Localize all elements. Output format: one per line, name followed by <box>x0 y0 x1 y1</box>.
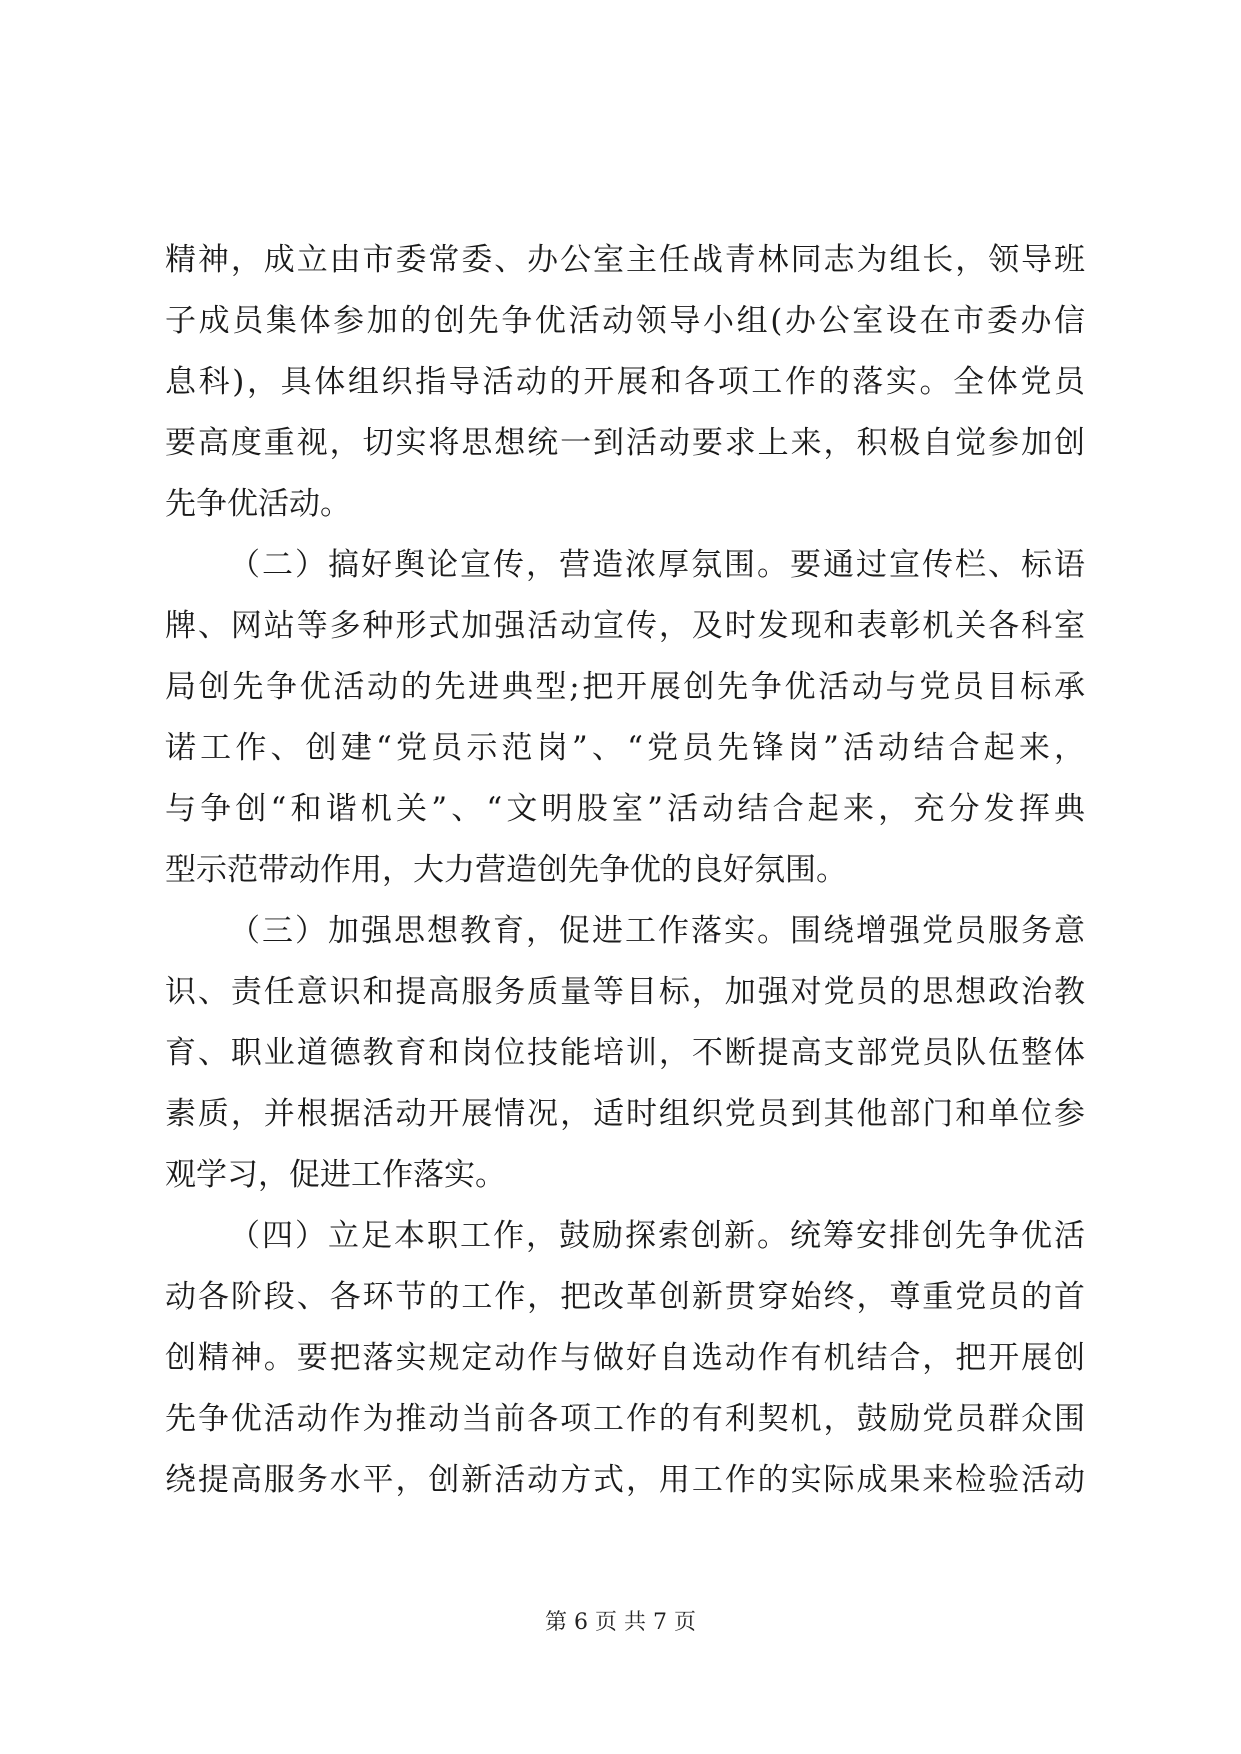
text-line: 要高度重视，切实将思想统一到活动要求上来，积极自觉参加创 <box>165 425 1085 461</box>
text-line: 识、责任意识和提高服务质量等目标，加强对党员的思想政治教 <box>165 974 1085 1010</box>
text-line: 型示范带动作用，大力营造创先争优的良好氛围。 <box>165 852 847 888</box>
text-line: 与争创“和谐机关”、“文明股室”活动结合起来，充分发挥典 <box>165 791 1085 827</box>
text-line: 牌、网站等多种形式加强活动宣传，及时发现和表彰机关各科室 <box>165 608 1085 644</box>
text-line: 诺工作、创建“党员示范岗”、“党员先锋岗”活动结合起来， <box>165 730 1085 766</box>
text-line: 精神，成立由市委常委、办公室主任战青林同志为组长，领导班 <box>165 242 1085 278</box>
text-line: 素质，并根据活动开展情况，适时组织党员到其他部门和单位参 <box>165 1096 1085 1132</box>
text-line: 动各阶段、各环节的工作，把改革创新贯穿始终，尊重党员的首 <box>165 1279 1085 1315</box>
paragraph-first-line: （二）搞好舆论宣传，营造浓厚氛围。要通过宣传栏、标语 <box>229 547 1085 583</box>
text-line: 先争优活动。 <box>165 486 351 522</box>
text-line: 创精神。要把落实规定动作与做好自选动作有机结合，把开展创 <box>165 1340 1085 1376</box>
paragraph-first-line: （四）立足本职工作，鼓励探索创新。统筹安排创先争优活 <box>229 1218 1085 1254</box>
text-line: 观学习，促进工作落实。 <box>165 1157 506 1193</box>
text-line: 育、职业道德教育和岗位技能培训，不断提高支部党员队伍整体 <box>165 1035 1085 1071</box>
text-line: 绕提高服务水平，创新活动方式，用工作的实际成果来检验活动 <box>165 1462 1085 1498</box>
text-line: 子成员集体参加的创先争优活动领导小组(办公室设在市委办信 <box>165 303 1085 339</box>
text-line: 局创先争优活动的先进典型;把开展创先争优活动与党员目标承 <box>165 669 1085 705</box>
document-body <box>165 230 1085 1511</box>
text-line: 先争优活动作为推动当前各项工作的有利契机，鼓励党员群众围 <box>165 1401 1085 1437</box>
paragraph-first-line: （三）加强思想教育，促进工作落实。围绕增强党员服务意 <box>229 913 1085 949</box>
text-line: 息科)，具体组织指导活动的开展和各项工作的落实。全体党员 <box>165 364 1085 400</box>
page-footer: 第 6 页 共 7 页 <box>545 1610 696 1635</box>
